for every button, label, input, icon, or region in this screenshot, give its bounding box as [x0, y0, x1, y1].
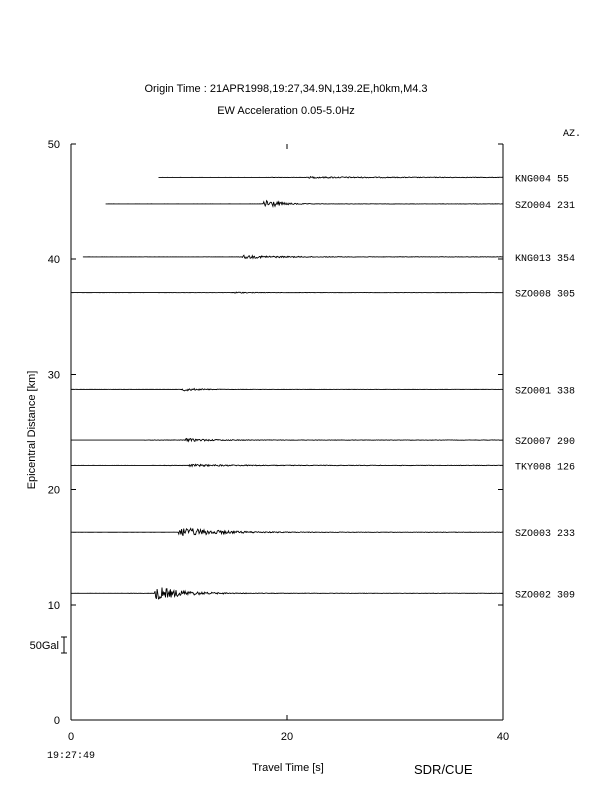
azimuth-header: AZ.	[563, 129, 582, 140]
seismogram-trace	[71, 528, 503, 535]
seismogram-trace	[83, 255, 503, 258]
station-label: SZO007 290	[515, 437, 576, 449]
credit-label: SDR/CUE	[414, 762, 473, 777]
seismogram-trace	[71, 439, 503, 442]
station-label: KNG004 55	[515, 174, 570, 186]
x-tick-label: 20	[280, 731, 294, 743]
x-axis-label: Travel Time [s]	[252, 762, 324, 774]
trace-group	[71, 177, 503, 599]
seismogram-trace	[71, 388, 503, 390]
station-label: SZO002 309	[515, 590, 576, 602]
y-tick-label: 30	[47, 369, 60, 382]
chart-title: Origin Time : 21APR1998,19:27,34.9N,139.2E,h0km,M4.3	[144, 83, 428, 95]
station-label: SZO001 338	[515, 386, 576, 398]
x-tick-label: 40	[496, 731, 510, 743]
y-tick-label: 40	[47, 254, 60, 267]
y-tick-label: 10	[47, 599, 60, 612]
station-label: TKY008 126	[515, 462, 576, 474]
seismogram-trace	[159, 177, 503, 179]
y-tick-label: 0	[53, 715, 60, 727]
start-time-label: 19:27:49	[47, 751, 96, 762]
y-axis-label: Epicentral Distance [km]	[26, 370, 38, 490]
chart-subtitle: EW Acceleration 0.05-5.0Hz	[217, 105, 355, 117]
seismogram-trace	[71, 588, 503, 599]
y-tick-label: 20	[47, 484, 60, 497]
seismogram-trace	[71, 292, 503, 293]
scale-bar	[30, 637, 67, 653]
seismogram-trace	[106, 201, 503, 207]
seismogram-trace	[71, 464, 503, 466]
x-tick-label: 0	[67, 731, 75, 743]
station-label: SZO004 231	[515, 200, 576, 212]
station-label: SZO003 233	[515, 529, 576, 541]
station-label: KNG013 354	[515, 253, 576, 265]
station-label: SZO008 305	[515, 289, 576, 301]
station-label-group	[515, 174, 575, 601]
scale-bar-label: 50Gal	[29, 640, 59, 653]
plot-axes	[48, 139, 509, 743]
y-tick-label: 50	[47, 139, 60, 151]
